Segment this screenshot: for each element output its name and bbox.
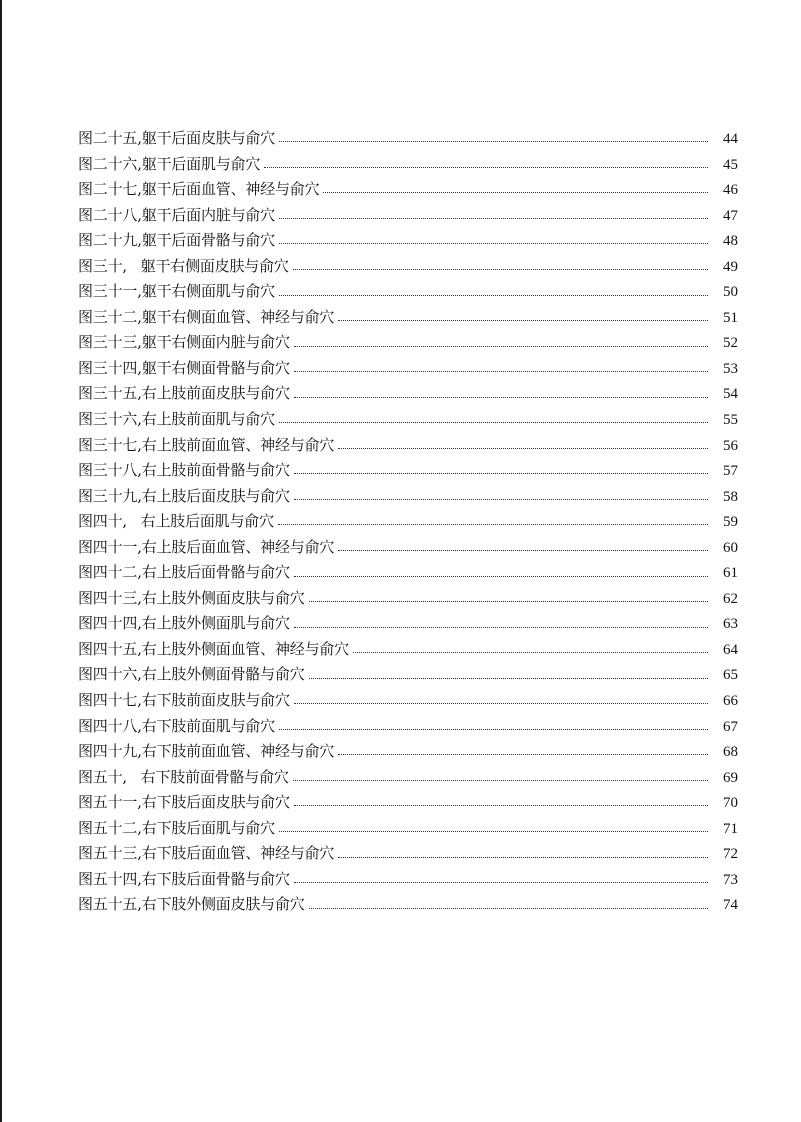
toc-entry-label: 图五十五,右下肢外侧面皮肤与俞穴 bbox=[78, 895, 305, 914]
dot-leader bbox=[309, 678, 708, 679]
dot-leader bbox=[323, 192, 708, 193]
toc-entry[interactable] bbox=[78, 611, 738, 637]
toc-entry-label: 图三十八,右上肢前面骨骼与俞穴 bbox=[78, 461, 290, 480]
toc-entry-page: 47 bbox=[723, 207, 738, 224]
toc-entry[interactable] bbox=[78, 177, 738, 203]
toc-entry-label: 图三十一,躯干右侧面肌与俞穴 bbox=[78, 282, 275, 301]
toc-entry[interactable] bbox=[78, 203, 738, 229]
toc-entry[interactable] bbox=[78, 279, 738, 305]
toc-entry-page: 74 bbox=[723, 897, 738, 914]
toc-entry-page: 70 bbox=[723, 795, 738, 812]
dot-leader bbox=[294, 627, 708, 628]
toc-entry-page: 50 bbox=[723, 284, 738, 301]
toc-entry[interactable] bbox=[78, 867, 738, 893]
toc-entry[interactable] bbox=[78, 484, 738, 510]
toc-entry[interactable] bbox=[78, 586, 738, 612]
toc-entry[interactable] bbox=[78, 765, 738, 791]
dot-leader bbox=[338, 754, 708, 755]
dot-leader bbox=[293, 780, 708, 781]
toc-entry-label: 图二十七,躯干后面血管、神经与俞穴 bbox=[78, 180, 320, 199]
toc-entry[interactable] bbox=[78, 433, 738, 459]
toc-entry-label: 图五十四,右下肢后面骨骼与俞穴 bbox=[78, 869, 290, 888]
toc-entry[interactable] bbox=[78, 816, 738, 842]
toc-entry-page: 63 bbox=[723, 616, 738, 633]
toc-entry-page: 56 bbox=[723, 437, 738, 454]
toc-entry-label: 图三十, 躯干右侧面皮肤与俞穴 bbox=[78, 256, 289, 275]
toc-entry[interactable] bbox=[78, 228, 738, 254]
toc-entry-page: 68 bbox=[723, 744, 738, 761]
toc-entry-label: 图四十八,右下肢前面肌与俞穴 bbox=[78, 716, 275, 735]
dot-leader bbox=[279, 243, 708, 244]
toc-entry-label: 图四十三,右上肢外侧面皮肤与俞穴 bbox=[78, 588, 305, 607]
toc-entry-page: 48 bbox=[723, 233, 738, 250]
dot-leader bbox=[279, 422, 708, 423]
toc-entry-page: 59 bbox=[723, 514, 738, 531]
toc-entry-label: 图五十, 右下肢前面骨骼与俞穴 bbox=[78, 767, 289, 786]
toc-entry[interactable] bbox=[78, 739, 738, 765]
toc-entry-page: 53 bbox=[723, 360, 738, 377]
dot-leader bbox=[338, 448, 708, 449]
dot-leader bbox=[353, 652, 708, 653]
toc-entry-label: 图二十九,躯干后面骨骼与俞穴 bbox=[78, 231, 275, 250]
dot-leader bbox=[309, 601, 708, 602]
dot-leader bbox=[309, 908, 708, 909]
toc-entry-label: 图三十六,右上肢前面肌与俞穴 bbox=[78, 410, 275, 429]
toc-entry-page: 49 bbox=[723, 258, 738, 275]
toc-entry[interactable] bbox=[78, 714, 738, 740]
toc-entry[interactable] bbox=[78, 356, 738, 382]
dot-leader bbox=[293, 269, 708, 270]
toc-entry-page: 58 bbox=[723, 488, 738, 505]
toc-entry-label: 图四十, 右上肢后面肌与俞穴 bbox=[78, 512, 274, 531]
table-of-contents bbox=[78, 126, 738, 918]
dot-leader bbox=[294, 499, 708, 500]
dot-leader bbox=[294, 576, 708, 577]
toc-entry-label: 图二十八,躯干后面内脏与俞穴 bbox=[78, 205, 275, 224]
toc-entry[interactable] bbox=[78, 688, 738, 714]
toc-entry-label: 图四十六,右上肢外侧面骨骼与俞穴 bbox=[78, 665, 305, 684]
toc-entry-page: 52 bbox=[723, 335, 738, 352]
toc-entry-label: 图四十二,右上肢后面骨骼与俞穴 bbox=[78, 563, 290, 582]
toc-entry-page: 71 bbox=[723, 820, 738, 837]
toc-entry-label: 图三十四,躯干右侧面骨骼与俞穴 bbox=[78, 358, 290, 377]
dot-leader bbox=[338, 857, 708, 858]
toc-entry[interactable] bbox=[78, 305, 738, 331]
toc-entry[interactable] bbox=[78, 407, 738, 433]
toc-entry-page: 67 bbox=[723, 718, 738, 735]
toc-entry-label: 图三十九,右上肢后面皮肤与俞穴 bbox=[78, 486, 290, 505]
toc-entry[interactable] bbox=[78, 790, 738, 816]
toc-entry-label: 图四十一,右上肢后面血管、神经与俞穴 bbox=[78, 537, 335, 556]
toc-entry-page: 55 bbox=[723, 412, 738, 429]
toc-entry-label: 图四十九,右下肢前面血管、神经与俞穴 bbox=[78, 742, 335, 761]
dot-leader bbox=[279, 831, 708, 832]
dot-leader bbox=[294, 805, 708, 806]
toc-entry[interactable] bbox=[78, 509, 738, 535]
toc-entry[interactable] bbox=[78, 841, 738, 867]
dot-leader bbox=[279, 295, 708, 296]
toc-entry-label: 图二十六,躯干后面肌与俞穴 bbox=[78, 154, 261, 173]
toc-entry-page: 46 bbox=[723, 182, 738, 199]
toc-entry[interactable] bbox=[78, 560, 738, 586]
toc-entry[interactable] bbox=[78, 662, 738, 688]
dot-leader bbox=[279, 729, 708, 730]
toc-entry-label: 图四十七,右下肢前面皮肤与俞穴 bbox=[78, 691, 290, 710]
toc-entry-label: 图五十一,右下肢后面皮肤与俞穴 bbox=[78, 793, 290, 812]
dot-leader bbox=[294, 346, 708, 347]
toc-entry[interactable] bbox=[78, 254, 738, 280]
page-edge-line bbox=[0, 0, 2, 1122]
toc-entry-label: 图三十七,右上肢前面血管、神经与俞穴 bbox=[78, 435, 335, 454]
toc-entry-page: 69 bbox=[723, 769, 738, 786]
toc-entry-page: 66 bbox=[723, 693, 738, 710]
toc-entry-label: 图四十四,右上肢外侧面肌与俞穴 bbox=[78, 614, 290, 633]
dot-leader bbox=[264, 167, 708, 168]
toc-entry[interactable] bbox=[78, 637, 738, 663]
toc-entry-label: 图三十二,躯干右侧面血管、神经与俞穴 bbox=[78, 307, 335, 326]
dot-leader bbox=[279, 218, 708, 219]
toc-entry-page: 73 bbox=[723, 871, 738, 888]
toc-entry-label: 图三十三,躯干右侧面内脏与俞穴 bbox=[78, 333, 290, 352]
toc-entry-label: 图五十三,右下肢后面血管、神经与俞穴 bbox=[78, 844, 335, 863]
dot-leader bbox=[338, 320, 708, 321]
toc-entry-page: 54 bbox=[723, 386, 738, 403]
dot-leader bbox=[294, 703, 708, 704]
toc-entry-label: 图三十五,右上肢前面皮肤与俞穴 bbox=[78, 384, 290, 403]
toc-entry-page: 44 bbox=[723, 131, 738, 147]
dot-leader bbox=[294, 371, 708, 372]
toc-entry[interactable] bbox=[78, 381, 738, 407]
toc-entry-page: 62 bbox=[723, 590, 738, 607]
toc-entry[interactable] bbox=[78, 892, 738, 918]
dot-leader bbox=[294, 882, 708, 883]
dot-leader bbox=[278, 524, 708, 525]
toc-entry-page: 45 bbox=[723, 156, 738, 173]
toc-entry[interactable] bbox=[78, 152, 738, 178]
toc-entry[interactable] bbox=[78, 458, 738, 484]
dot-leader bbox=[279, 141, 708, 142]
toc-entry-label: 图二十五,躯干后面皮肤与俞穴 bbox=[78, 129, 275, 147]
toc-entry[interactable] bbox=[78, 126, 738, 152]
toc-entry[interactable] bbox=[78, 535, 738, 561]
toc-entry-label: 图四十五,右上肢外侧面血管、神经与俞穴 bbox=[78, 639, 349, 658]
toc-entry[interactable] bbox=[78, 330, 738, 356]
toc-entry-page: 57 bbox=[723, 463, 738, 480]
toc-entry-page: 60 bbox=[723, 539, 738, 556]
dot-leader bbox=[294, 397, 708, 398]
toc-entry-page: 64 bbox=[723, 641, 738, 658]
toc-entry-page: 65 bbox=[723, 667, 738, 684]
dot-leader bbox=[338, 550, 708, 551]
toc-entry-page: 51 bbox=[723, 309, 738, 326]
dot-leader bbox=[294, 473, 708, 474]
toc-entry-page: 72 bbox=[723, 846, 738, 863]
toc-entry-label: 图五十二,右下肢后面肌与俞穴 bbox=[78, 818, 275, 837]
toc-entry-page: 61 bbox=[723, 565, 738, 582]
